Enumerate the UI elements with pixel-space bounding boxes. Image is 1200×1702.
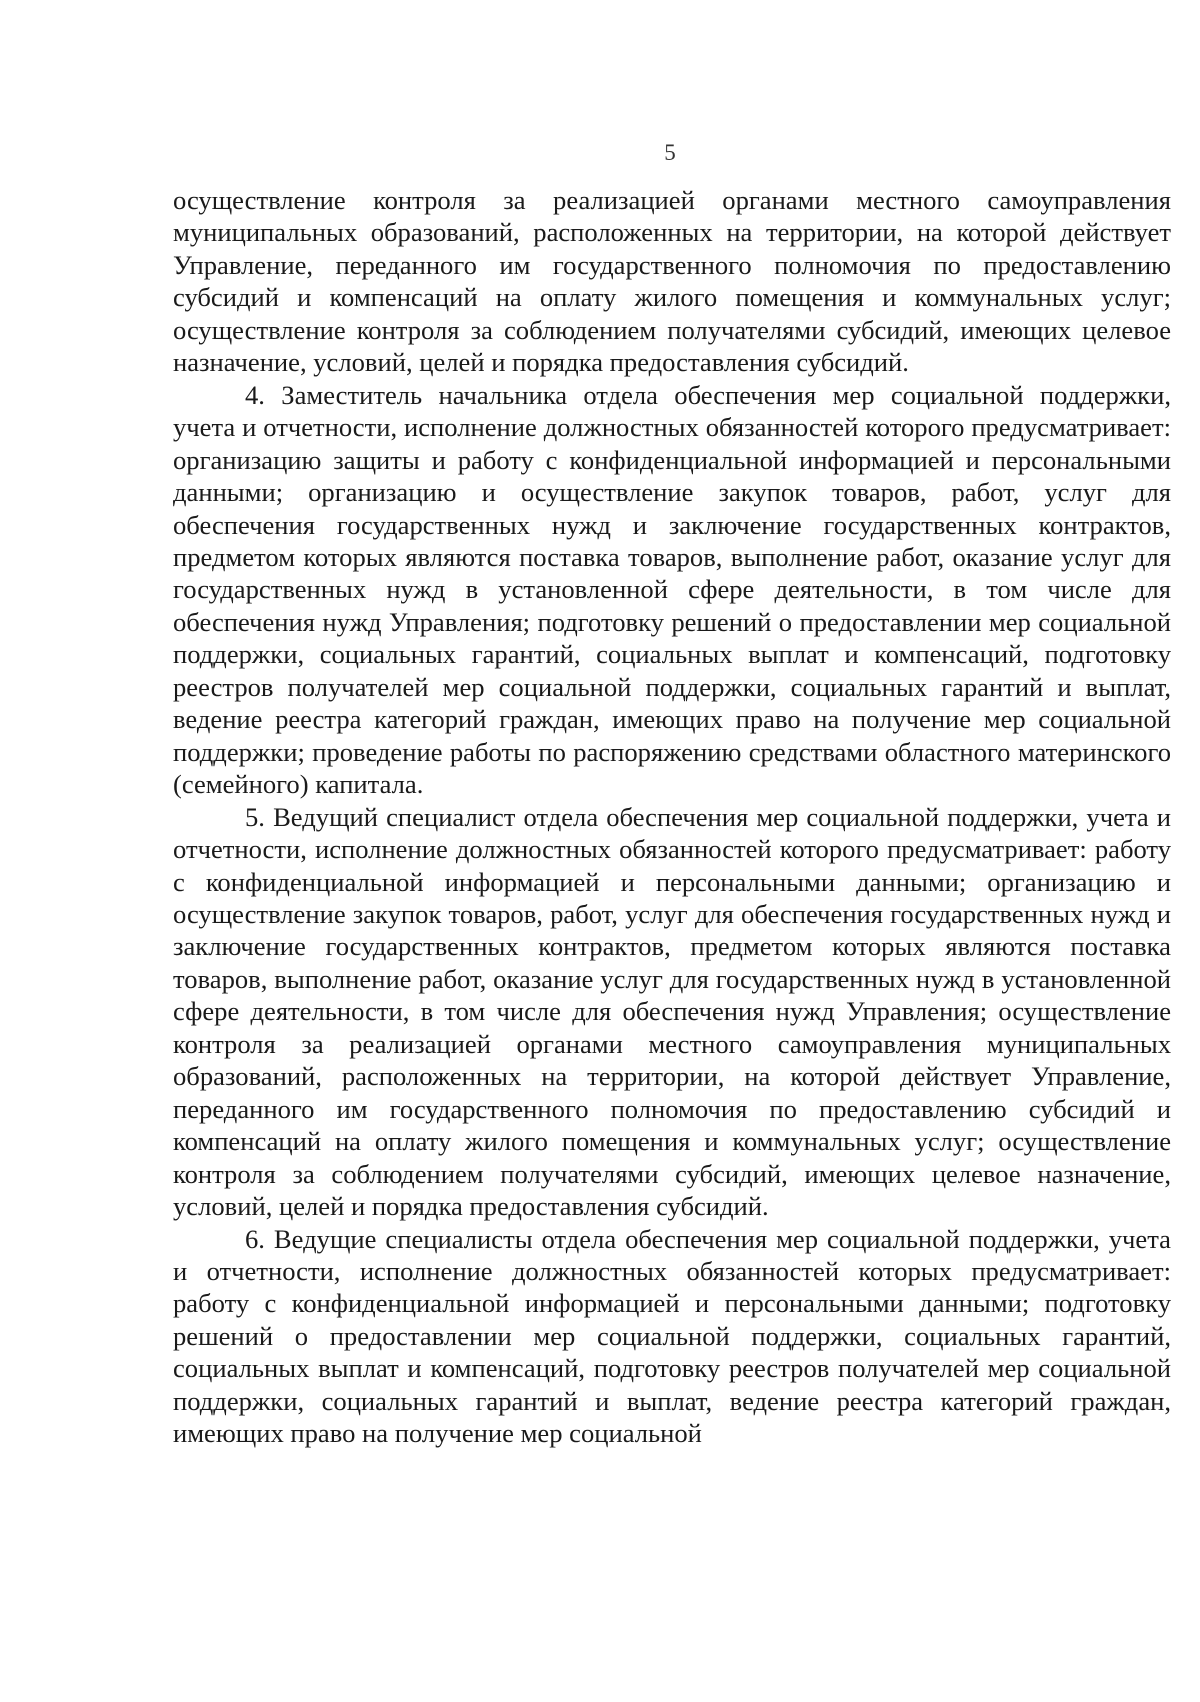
paragraph-continuation: [173, 184, 1171, 379]
paragraph-item-6: [173, 1223, 1171, 1450]
paragraph-text: Ведущие специалисты отдела обеспечения мер социальной поддержки, учета и отчетности, исполнение должностных обязанностей которых предусматривает: работу с конфиденциальной информацией и персональными данными; подготовку решений о предоставлении мер социальной поддержки, социальных гарантий, социальных выплат и компенсаций, подготовку реестров получателей мер социальной поддержки, социальных гарантий и выплат, ведение реестра категорий граждан, имеющих право на получение мер социальной: [173, 1223, 1171, 1449]
document-body: [173, 184, 1171, 1450]
paragraph-text: Заместитель начальника отдела обеспечения мер социальной поддержки, учета и отчетности, исполнение должностных обязанностей которого предусматривает: организацию защиты и работу с конфиденциальной информацией и персональными данными; организацию и осуществление закупок товаров, работ, услуг для обеспечения государственных нужд и заключение государственных контрактов, предметом которых являются поставка товаров, выполнение работ, оказание услуг для государственных нужд в установленной сфере деятельности, в том числе для обеспечения нужд Управления; подготовку решений о предоставлении мер социальной поддержки, социальных гарантий, социальных выплат и компенсаций, подготовку реестров получателей мер социальной поддержки, социальных гарантий и выплат, ведение реестра категорий граждан, имеющих право на получение мер социальной поддержки; проведение работы по распоряжению средствами областного материнского (семейного) капитала.: [173, 379, 1171, 800]
paragraph-text: осуществление контроля за реализацией органами местного самоуправления муниципальных образований, расположенных на территории, на которой действует Управление, переданного им государственного полномочия по предоставлению субсидий и компенсаций на оплату жилого помещения и коммунальных услуг; осуществление контроля за соблюдением получателями субсидий, имеющих целевое назначение, условий, целей и порядка предоставления субсидий.: [173, 185, 1171, 378]
item-number: 4.: [245, 379, 265, 410]
paragraph-item-5: [173, 801, 1171, 1223]
page-number: 5: [664, 140, 676, 165]
paragraph-item-4: [173, 379, 1171, 801]
item-number: 6.: [245, 1223, 265, 1254]
paragraph-text: Ведущий специалист отдела обеспечения мер социальной поддержки, учета и отчетности, исполнение должностных обязанностей которого предусматривает: работу с конфиденциальной информацией и персональными данными; организацию и осуществление закупок товаров, работ, услуг для обеспечения государственных нужд и заключение государственных контрактов, предметом которых являются поставка товаров, выполнение работ, оказание услуг для государственных нужд в установленной сфере деятельности, в том числе для обеспечения нужд Управления; осуществление контроля за реализацией органами местного самоуправления муниципальных образований, расположенных на территории, на которой действует Управление, переданного им государственного полномочия по предоставлению субсидий и компенсаций на оплату жилого помещения и коммунальных услуг; осуществление контроля за соблюдением получателями субсидий, имеющих целевое назначение, условий, целей и порядка предоставления субсидий.: [173, 801, 1171, 1222]
item-number: 5.: [245, 801, 265, 832]
